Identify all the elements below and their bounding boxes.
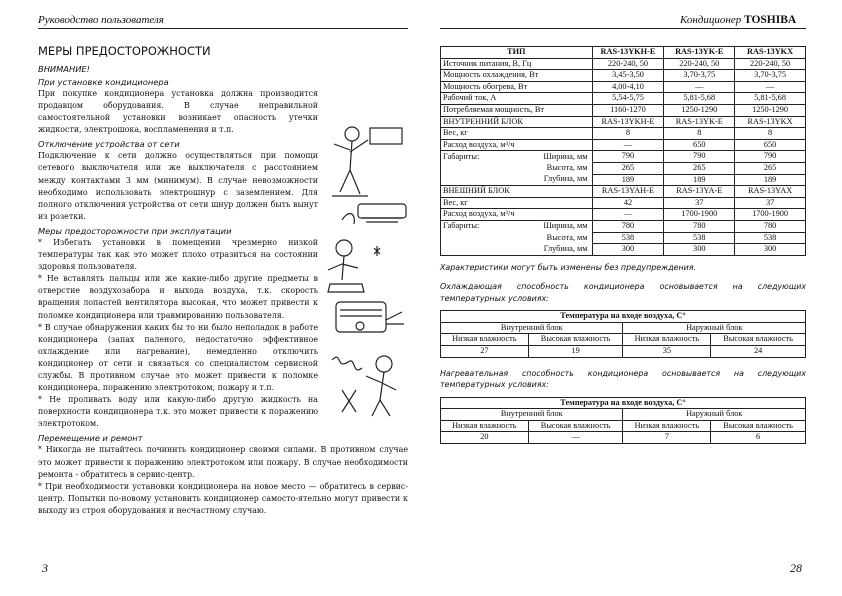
cell: — (528, 432, 623, 444)
row-label: Вес, кг (441, 197, 593, 209)
col-model-3: RAS-13YKX (735, 47, 806, 59)
col-header: Низкая влажность (623, 420, 711, 432)
cell: RAS-13YKX (735, 116, 806, 128)
heating-conditions-table (440, 397, 806, 444)
operation-item-4: * Не проливать воду или какую-либо другую жидкость на поверхности кондиционера т.к. это может привести к поражению электротоком. (38, 395, 318, 429)
cell: 790 (735, 151, 806, 163)
table-row (441, 197, 806, 209)
dim-name: Глубина, мм (441, 174, 593, 186)
section-text-install: При покупке кондиционера установка должна производится продавцом оборудования. В случае неправильной самостоятельной установки возникает опасность утечки жидкости, электрошока, воспламенения и т.п. (38, 89, 318, 135)
cell: 20 (441, 432, 529, 444)
cell: 189 (592, 174, 664, 186)
cell: RAS-13YAH-E (592, 186, 664, 198)
cell: — (592, 209, 664, 221)
dim-name: Ширина, мм (543, 151, 588, 161)
row-label: Расход воздуха, м³/ч (441, 139, 593, 151)
header-product: Кондиционер (680, 14, 744, 26)
table-row (441, 220, 806, 232)
cell: RAS-13YA-E (664, 186, 735, 198)
table-row (441, 232, 806, 244)
cell: 5,81-5,68 (735, 93, 806, 105)
operation-item-2: * Не вставлять пальцы или же какие-либо другие предметы в отверстие воздухозабора и выхода воздуха, т.к. скорость вращения лопастей вентилятора высокая, что может привести к поломке кондиционера или травмированию пользователя. (38, 274, 318, 320)
col-header: Низкая влажность (623, 334, 711, 346)
col-model-2: RAS-13YK-E (664, 47, 735, 59)
heating-note: Нагревательная способность кондиционера основывается на следующих температурных условиях: (440, 368, 806, 390)
col-header: Низкая влажность (441, 420, 529, 432)
col-header: Высокая влажность (711, 420, 806, 432)
col-header: Высокая влажность (528, 420, 623, 432)
row-label: Расход воздуха, м³/ч (441, 209, 593, 221)
cell: 780 (735, 220, 806, 232)
cell: 8 (735, 128, 806, 140)
cooling-note: Охлаждающая способность кондиционера основывается на следующих температурных условиях: (440, 282, 806, 303)
cool-outdoor: Наружный блок (623, 322, 806, 334)
heat-indoor: Внутренний блок (441, 409, 623, 421)
left-page-header: Руководство пользователя (38, 14, 164, 26)
cell: 1160-1270 (592, 104, 664, 116)
header-brand: TOSHIBA (744, 14, 797, 26)
row-label: Вес, кг (441, 128, 593, 140)
col-model-1: RAS-13YKH-E (592, 47, 664, 59)
cell: 3,45-3,50 (592, 70, 664, 82)
cell: 650 (735, 139, 806, 151)
cell: 265 (664, 162, 735, 174)
spec-table (440, 46, 806, 256)
dim-name: Высота, мм (441, 162, 593, 174)
change-note: Характеристики могут быть изменены без предупреждения. (440, 262, 697, 272)
operation-item-1: * Избегать установки в помещении чрезмерно низкой температуры так как это может плохо отразиться на состоянии здоровья пользователя. (38, 237, 318, 272)
cell: — (735, 81, 806, 93)
smoke-person-illustration (332, 356, 396, 416)
cell: 5,54-5,75 (592, 93, 664, 105)
left-page-number: 3 (42, 561, 48, 575)
cell: 1250-1290 (735, 104, 806, 116)
dim-name: Ширина, мм (543, 221, 588, 231)
cell: 8 (664, 128, 735, 140)
cell: RAS-13YAX (735, 186, 806, 198)
spec-header-row (441, 47, 806, 59)
cell: — (664, 81, 735, 93)
cell: RAS-13YKH-E (592, 116, 664, 128)
cool-title: Температура на входе воздуха, C° (441, 311, 806, 323)
cell: 790 (592, 151, 664, 163)
repair-item-1: * Никогда не пытайтесь починить кондиционер своими силами. В противном случае это может привести к поражению электротоком или пожару. В случае необходимости ремонта - обратитесь в сервис-центр. (38, 445, 408, 479)
heat-outdoor: Наружный блок (623, 409, 806, 421)
cool-indoor: Внутренний блок (441, 322, 623, 334)
table-row (441, 58, 806, 70)
section-heading-operation: Меры предосторожности при эксплуатации (38, 225, 232, 236)
page-title: МЕРЫ ПРЕДОСТОРОЖНОСТИ (38, 44, 211, 58)
cell: 42 (592, 197, 664, 209)
section-heading-repair: Перемещение и ремонт (38, 433, 143, 444)
cell: 220-240, 50 (735, 58, 806, 70)
heat-title: Температура на входе воздуха, C° (441, 397, 806, 409)
cell: 24 (711, 345, 806, 357)
col-header: Высокая влажность (711, 334, 806, 346)
operation-item-3: * В случае обнаружения каких бы то ни было неполадок в работе кондиционера (запах паленого, недостаточно эффективное охлаждение или нагревание), немедленно отключить кондиционер от сети и связаться со специалистом сервисной службы. В противном случае это может привести к поломке кондиционера, поражению электротоком, пожару и т.п. (38, 322, 318, 393)
cell: 220-240, 50 (592, 58, 664, 70)
cell: 27 (441, 345, 529, 357)
repair-item-2: * При необходимости установки кондиционера на новое место — обратитесь в сервис-центр. Попытки по-новому установить кондиционер самосто-ятельно могут привести к выходу из строя оборудования и несчастному случаю. (38, 481, 408, 515)
dim-label: Габариты: (443, 221, 480, 231)
cell: 1250-1290 (664, 104, 735, 116)
safety-illustrations (322, 120, 410, 420)
table-row (441, 162, 806, 174)
cell: 538 (735, 232, 806, 244)
table-row (441, 174, 806, 186)
table-row (441, 116, 806, 128)
row-label (441, 220, 593, 232)
cell: 265 (735, 162, 806, 174)
cell: 300 (664, 244, 735, 256)
cell: 538 (592, 232, 664, 244)
dim-label: Габариты: (443, 151, 480, 161)
cell: 300 (735, 244, 806, 256)
row-label: Мощность обогрева, Вт (441, 81, 593, 93)
wall-unit-illustration (342, 204, 406, 224)
cell: 189 (735, 174, 806, 186)
table-row (441, 139, 806, 151)
cold-person-illustration (328, 240, 380, 292)
section-heading-disconnect: Отключение устройства от сети (38, 139, 180, 150)
spec-column (440, 46, 806, 444)
cell: 5,81-5,68 (664, 93, 735, 105)
row-label: Источник питания, В, Гц (441, 58, 593, 70)
cell: 6 (711, 432, 806, 444)
dim-name: Глубина, мм (441, 244, 593, 256)
fingers-in-unit-illustration (336, 302, 404, 332)
row-label: ВНУТРЕННИЙ БЛОК (441, 116, 593, 128)
table-row (441, 81, 806, 93)
cell: 220-240, 50 (664, 58, 735, 70)
cell: 780 (592, 220, 664, 232)
cell: 3,70-3,75 (664, 70, 735, 82)
table-row (441, 186, 806, 198)
cell: 1700-1900 (664, 209, 735, 221)
row-label: Рабочий ток, А (441, 93, 593, 105)
cell: 7 (623, 432, 711, 444)
row-label (441, 151, 593, 163)
table-row (441, 104, 806, 116)
col-type: ТИП (441, 47, 593, 59)
col-header: Высокая влажность (528, 334, 623, 346)
left-header-rule (38, 28, 408, 29)
row-label: Мощность охлаждения, Вт (441, 70, 593, 82)
cell: 4,00-4,10 (592, 81, 664, 93)
cell: 538 (664, 232, 735, 244)
cell: 780 (664, 220, 735, 232)
right-page-number: 28 (790, 561, 802, 575)
table-row (441, 128, 806, 140)
right-page-header (680, 14, 796, 26)
installer-illustration (332, 127, 402, 196)
cell: 37 (735, 197, 806, 209)
row-label: ВНЕШНИЙ БЛОК (441, 186, 593, 198)
col-header: Низкая влажность (441, 334, 529, 346)
table-row (441, 151, 806, 163)
cell: RAS-13YK-E (664, 116, 735, 128)
cell: 3,70-3,75 (735, 70, 806, 82)
cell: 1700-1900 (735, 209, 806, 221)
cell: 265 (592, 162, 664, 174)
cell: — (592, 139, 664, 151)
cell: 19 (528, 345, 623, 357)
warning-heading: ВНИМАНИЕ! (38, 64, 90, 74)
cell: 650 (664, 139, 735, 151)
table-row (441, 70, 806, 82)
cell: 300 (592, 244, 664, 256)
table-row (441, 209, 806, 221)
cell: 8 (592, 128, 664, 140)
table-row (441, 244, 806, 256)
cell: 37 (664, 197, 735, 209)
cell: 189 (664, 174, 735, 186)
section-heading-install: При установке кондиционера (38, 77, 169, 87)
right-header-rule (440, 28, 806, 29)
table-row (441, 93, 806, 105)
dim-name: Высота, мм (441, 232, 593, 244)
cell: 790 (664, 151, 735, 163)
cooling-conditions-table (440, 310, 806, 357)
cell: 35 (623, 345, 711, 357)
row-label: Потребляемая мощность, Вт (441, 104, 593, 116)
section-text-disconnect: Подключение к сети должно осуществляться при помощи сетевого выключателя или же выключателя с расстоянием между контактами 3 мм (минимум). В случае невозможности необходимо использовать электрошнур с заземлением. Для полного отключения устройства от сети шнур должен быть вынут из розетки. (38, 151, 318, 221)
